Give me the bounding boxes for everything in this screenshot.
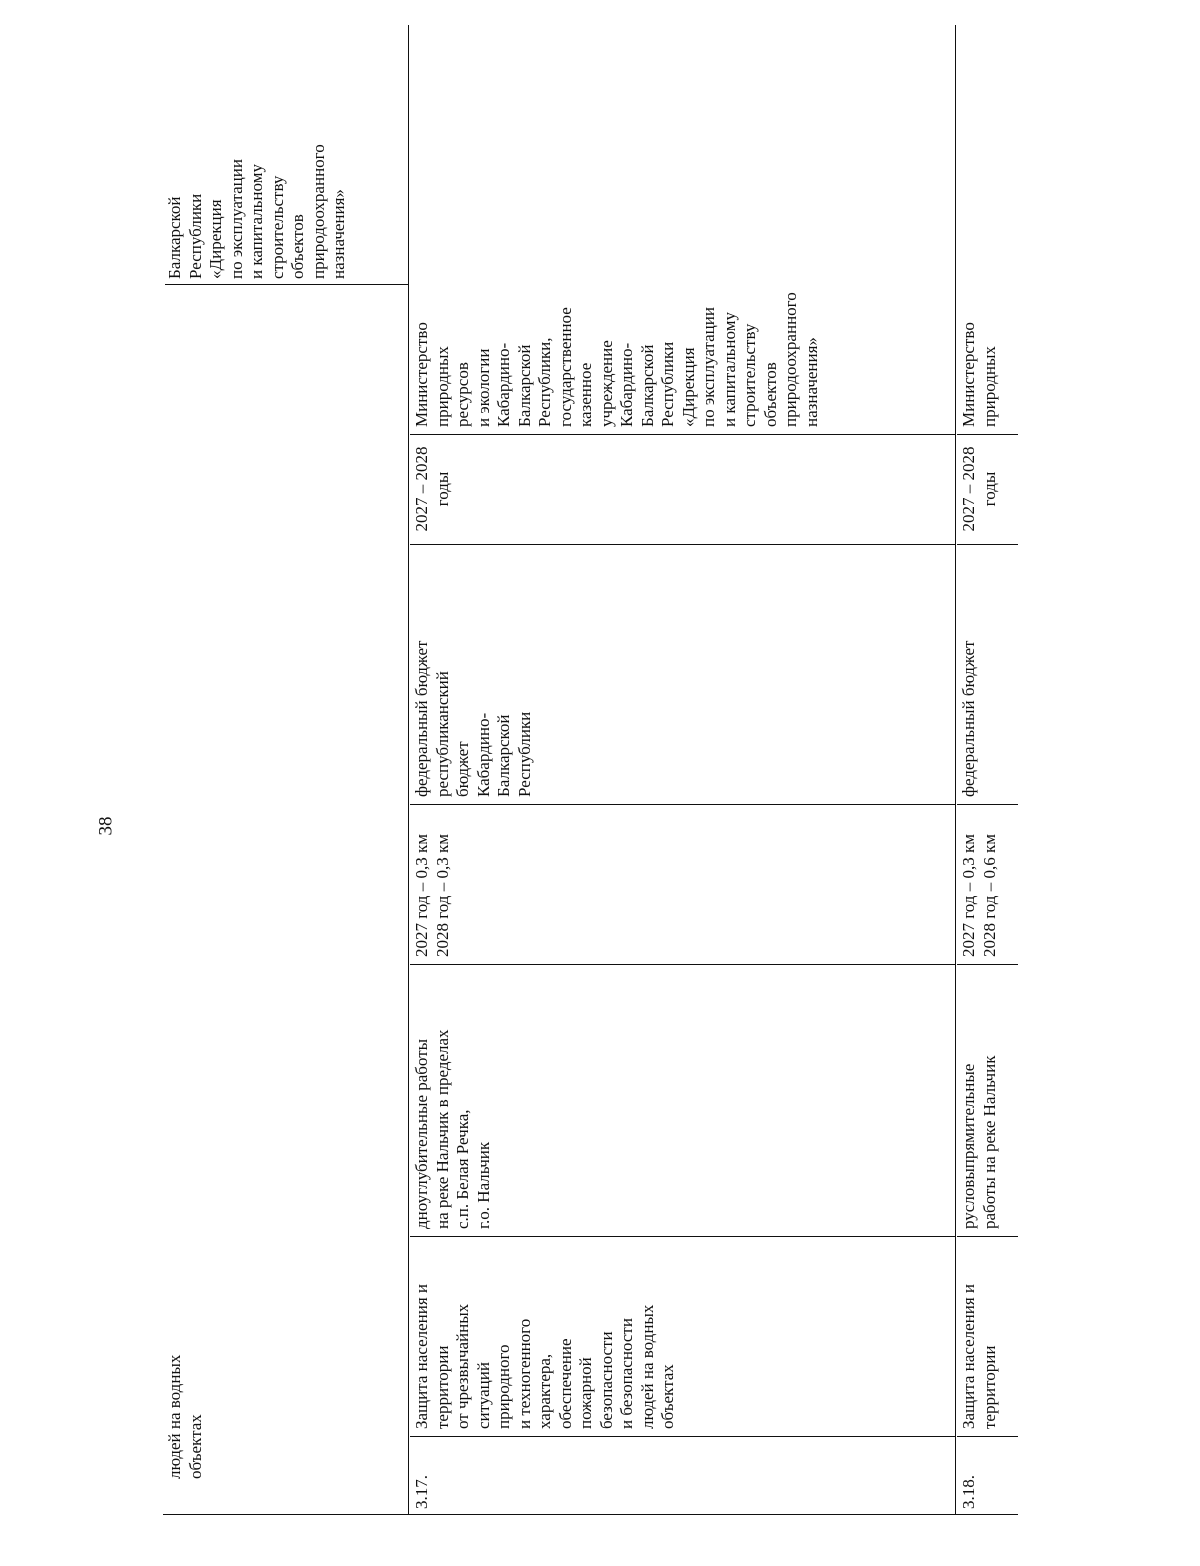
organization-cell: Балкарской Республики «Дирекция по эксплуатации и капитальному строительству объектов природоохранного назначения» [165, 144, 348, 279]
row-divider [955, 25, 956, 1515]
work-description-cell: дноуглубительные работы на реке Нальчик в пределах с.п. Белая Речка, г.о. Нальчик [412, 1029, 493, 1229]
organization-cell: Министерство природных ресурсов и экологии Кабардино- Балкарской Республики, государственное казенное учреждение Кабардино- Балкарской Республики «Дирекция по эксплуатации и капитальному строительству объектов природоохранного назначения» [412, 292, 821, 427]
volume-cell: 2027 год – 0,3 км 2028 год – 0,6 км [959, 834, 999, 957]
table-row [957, 25, 1018, 1515]
measure-name-cell: Защита населения и территории [959, 1283, 999, 1429]
row-divider [408, 25, 409, 1515]
organization-cell: Министерство природных [959, 322, 999, 427]
row-number: 3.17. [412, 1475, 431, 1509]
period-cell: 2027 – 2028 годы [959, 446, 999, 532]
program-table [163, 25, 1018, 1515]
volume-cell: 2027 год – 0,3 км 2028 год – 0,3 км [412, 834, 452, 957]
work-description-cell: русловыпрямительные работы на реке Нальчик [959, 1055, 999, 1229]
funding-source-cell: федеральный бюджет республиканский бюджет Кабардино- Балкарской Республики [412, 640, 534, 797]
measure-name-cell: Защита населения и территории от чрезвычайных ситуаций природного и техногенного характера, обеспечение пожарной безопасности и безопасности людей на водных объектах [412, 1283, 677, 1429]
table-row [163, 25, 408, 1515]
measure-name-cell: людей на водных объектах [165, 1354, 205, 1479]
table-left-border [163, 1514, 1018, 1515]
row-number: 3.18. [959, 1475, 978, 1509]
page-number: 38 [95, 816, 117, 836]
table-row [410, 25, 955, 1515]
funding-source-cell: федеральный бюджет [959, 640, 978, 797]
period-cell: 2027 – 2028 годы [412, 446, 452, 532]
